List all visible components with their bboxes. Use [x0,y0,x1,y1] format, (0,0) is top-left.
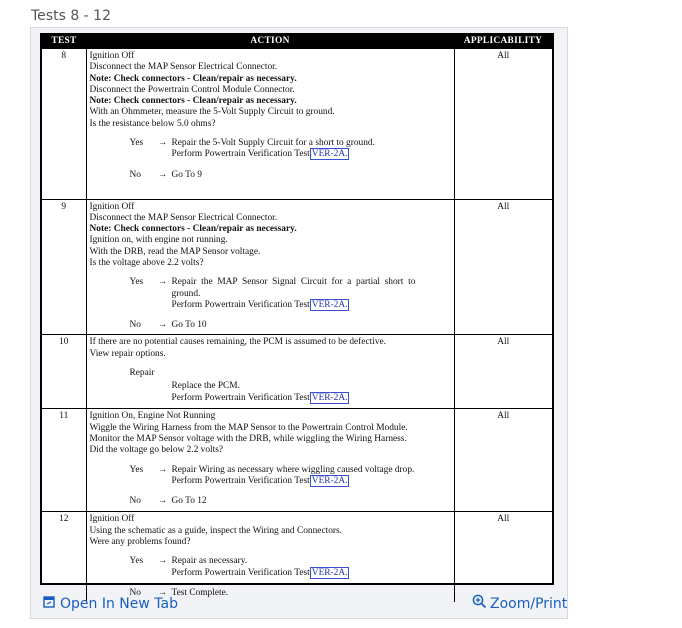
action-cell [86,409,454,512]
action-note: Note: Check connectors - Clean/repair as necessary. [89,73,297,84]
action-line: Using the schematic as a guide, inspect the Wiring and Connectors. [89,525,343,536]
action-question: Is the resistance below 5.0 ohms? [89,118,216,129]
arrow-icon: → [157,277,168,288]
yes-text: Perform Powertrain Verification Test [171,149,310,160]
yes-text: Perform Powertrain Verification Test [171,299,310,310]
yes-text: Repair the 5-Volt Supply Circuit for a short to ground. [171,138,375,149]
open-in-new-tab-icon [43,596,55,612]
yes-text: Repair as necessary. [171,556,248,567]
no-label: No [129,587,141,598]
yes-outcome [130,556,452,579]
page-title: Tests 8 - 12 [31,8,111,24]
open-in-new-tab-label: Open In New Tab [60,596,178,612]
repair-label: Repair [129,368,155,379]
action-line: With an Ohmmeter, measure the 5-Volt Supply Circuit to ground. [89,107,335,118]
test-number: 9 [42,199,86,335]
yes-label: Yes [129,464,144,475]
action-line: Wiggle the Wiring Harness from the MAP Sensor to the Powertrain Control Module. [89,422,408,433]
action-line: View repair options. [89,348,166,359]
action-line: Ignition Off [89,201,135,212]
action-question: Did the voltage go below 2.2 volts? [89,445,224,456]
no-label: No [129,496,141,507]
applicability-value: All [454,199,552,335]
verification-test-link[interactable]: VER-2A. [311,475,348,486]
yes-text: Perform Powertrain Verification Test [171,567,310,578]
arrow-icon: → [157,496,168,507]
test-number: 10 [42,335,86,409]
action-note: Note: Check connectors - Clean/repair as necessary. [89,224,297,235]
action-question: Is the voltage above 2.2 volts? [89,257,204,268]
test-table-document [40,33,554,598]
yes-label: Yes [129,277,144,288]
action-line: Ignition Off [89,51,135,61]
table-row [42,335,552,409]
test-table [42,35,552,602]
arrow-icon: → [157,138,168,149]
test-number: 8 [42,49,86,199]
applicability-value: All [454,512,552,602]
yes-label: Yes [129,556,144,567]
no-text: Test Complete. [171,587,229,598]
no-outcome [130,170,452,181]
action-line: Ignition Off [89,514,135,525]
verification-test-link[interactable]: VER-2A. [311,567,348,578]
arrow-icon: → [157,169,168,180]
applicability-value: All [454,335,552,409]
header-row [42,35,552,49]
yes-label: Yes [129,138,144,149]
header-applicability: APPLICABILITY [454,35,552,49]
action-line: Ignition on, with engine not running. [89,235,228,246]
no-outcome [130,496,452,507]
header-action: ACTION [86,35,454,49]
action-line: With the DRB, read the MAP Sensor voltage. [89,246,261,257]
verification-test-link[interactable]: VER-2A. [311,392,348,403]
table-row [42,512,552,602]
action-line: Ignition On, Engine Not Running [89,411,216,422]
action-line: Disconnect the MAP Sensor Electrical Connector. [89,62,278,73]
yes-outcome [130,277,452,311]
no-label: No [129,320,141,331]
verification-test-link[interactable]: VER-2A. [311,149,348,160]
arrow-icon: → [157,320,168,331]
yes-text: Repair the MAP Sensor Signal Circuit for a partial short to [171,277,416,288]
action-line: Disconnect the Powertrain Control Module Connector. [89,84,295,95]
action-cell [86,512,454,602]
repair-text: Perform Powertrain Verification Test [171,392,310,403]
header-test: TEST [42,35,86,49]
test-number: 11 [42,409,86,512]
open-in-new-tab-button[interactable] [43,596,178,612]
test-number: 12 [42,512,86,602]
applicability-value: All [454,409,552,512]
action-note: Note: Check connectors - Clean/repair as necessary. [89,96,297,107]
repair-options [130,368,452,404]
applicability-value: All [454,49,552,199]
zoom-in-icon [472,594,487,613]
table-row [42,409,552,512]
no-label: No [129,169,141,180]
yes-text: ground. [171,288,201,299]
table-row [42,49,552,199]
no-text: Go To 9 [171,169,202,180]
arrow-icon: → [157,587,168,598]
table-row [42,199,552,335]
action-cell [86,199,454,335]
arrow-icon: → [157,556,168,567]
action-line: Monitor the MAP Sensor voltage with the DRB, while wiggling the Wiring Harness. [89,434,407,445]
zoom-print-label: Zoom/Print [490,595,568,612]
yes-outcome [130,138,452,161]
action-line: Disconnect the MAP Sensor Electrical Connector. [89,212,278,223]
arrow-icon: → [157,464,168,475]
no-text: Go To 12 [171,496,207,507]
zoom-print-button[interactable] [472,594,567,613]
no-text: Go To 10 [171,320,207,331]
yes-text: Repair Wiring as necessary where wiggling caused voltage drop. [171,464,415,475]
action-line: If there are no potential causes remaining, the PCM is assumed to be defective. [89,337,387,348]
yes-outcome [130,465,452,488]
yes-text: Perform Powertrain Verification Test [171,475,310,486]
action-cell [86,49,454,199]
repair-text: Replace the PCM. [171,381,240,392]
action-question: Were any problems found? [89,537,191,548]
no-outcome [130,320,452,331]
action-cell [86,335,454,409]
verification-test-link[interactable]: VER-2A. [311,299,348,310]
